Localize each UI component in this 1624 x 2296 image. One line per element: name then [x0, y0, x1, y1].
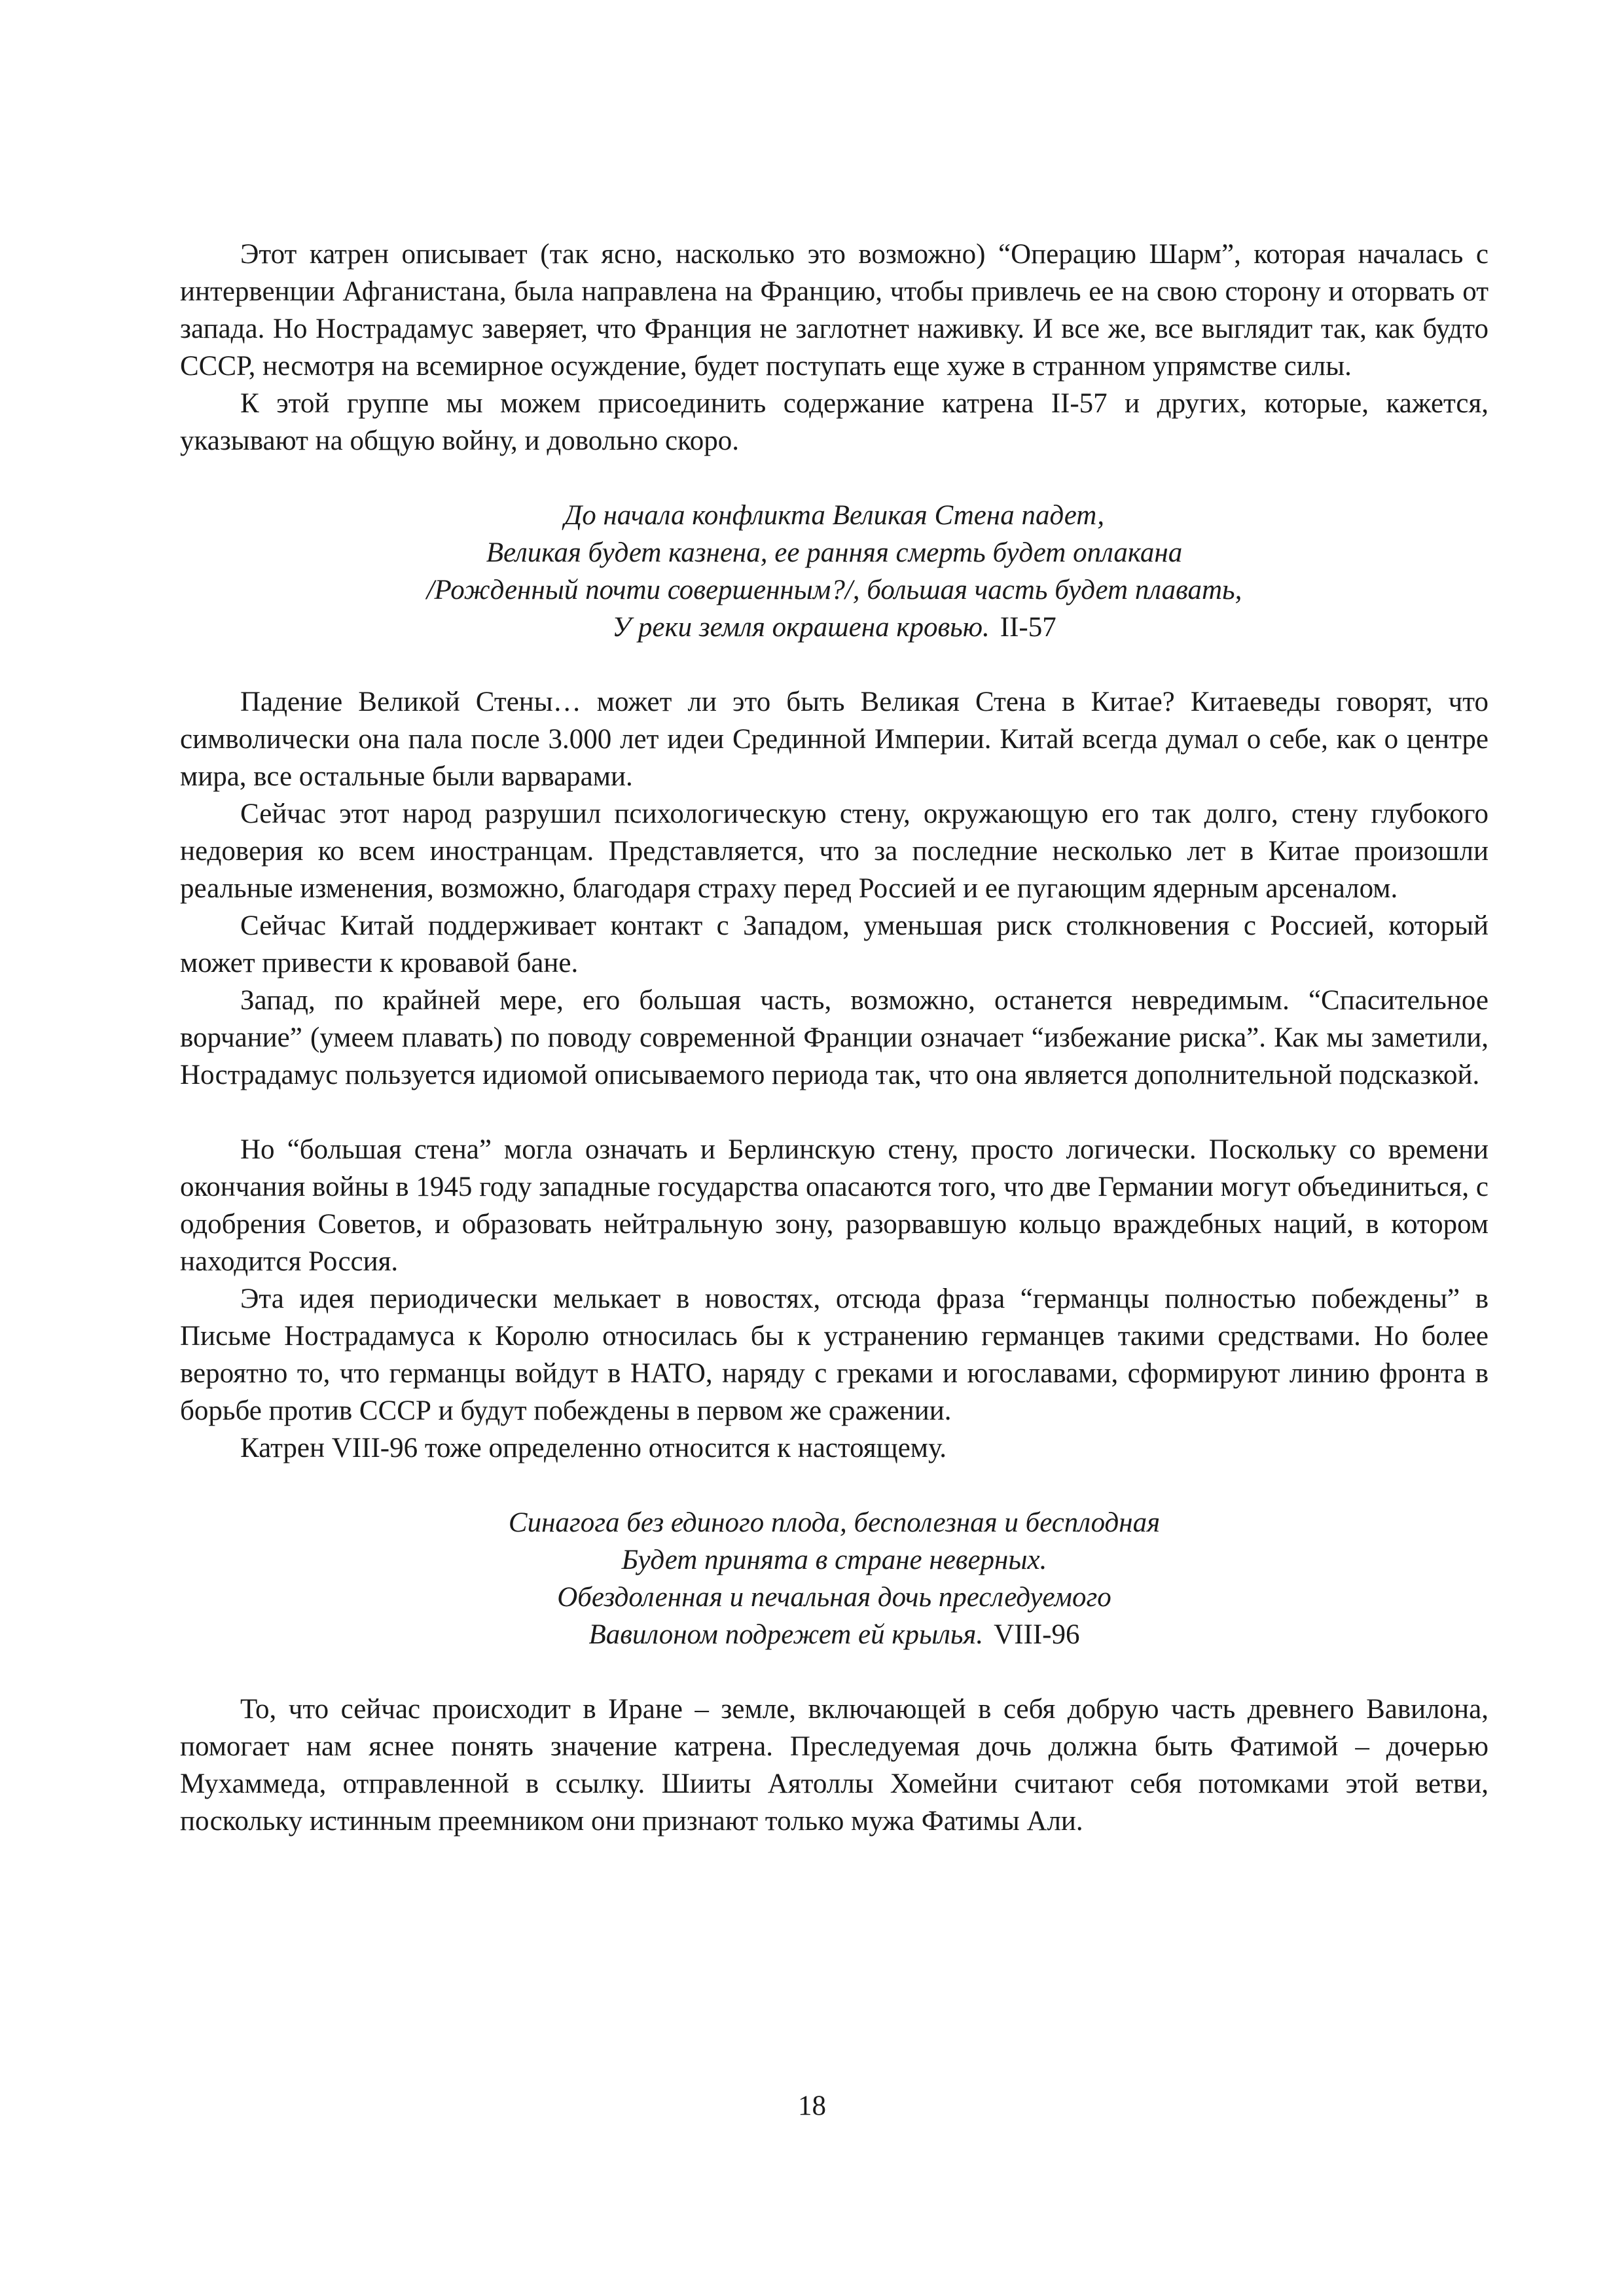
quatrain-viii-96 — [180, 1504, 1489, 1653]
quatrain-line: Обездоленная и печальная дочь преследуемого — [557, 1582, 1111, 1613]
paragraph-germans-defeated: Эта идея периодически мелькает в новостях, отсюда фраза “германцы полностью побеждены” в Письме Нострадамуса к Королю относилась бы к устранению германцев такими средствами. Но более вероятно то, что германцы войдут в НАТО, наряду с греками и югославами, сформируют линию фронта в борьбе против СССР и будут побеждены в первом же сражении. — [180, 1283, 1489, 1426]
paragraph-operation-charm: Этот катрен описывает (так ясно, насколько это возможно) “Операцию Шарм”, которая началась с интервенции Афганистана, была направлена на Францию, чтобы привлечь ее на свою сторону и оторвать от запада. Но Нострадамус заверяет, что Франция не заглотнет наживку. И все же, все выглядит так, как будто СССР, несмотря на всемирное осуждение, будет поступать еще хуже в странном упрямстве силы. — [180, 239, 1489, 382]
quatrain-line-text: У реки земля окрашена кровью. — [612, 612, 990, 643]
spacer — [180, 459, 1489, 497]
paragraph-berlin-wall: Но “большая стена” могла означать и Берлинскую стену, просто логически. Поскольку со времени окончания войны в 1945 году западные государства опасаются того, что две Германии могут объединиться, с одобрения Советов, и образовать нейтральную зону, разорвавшую кольцо враждебных наций, в котором находится Россия. — [180, 1134, 1489, 1277]
paragraph-west-unharmed: Запад, по крайней мере, его большая часть, возможно, останется невредимым. “Спасительное ворчание” (умеем плавать) по поводу современной Франции означает “избежание риска”. Как мы заметили, Нострадамус пользуется идиомой описываемого периода так, что она является дополнительной подсказкой. — [180, 985, 1489, 1090]
paragraph-psychological-wall: Сейчас этот народ разрушил психологическую стену, окружающую его так долго, стену глубокого недоверия ко всем иностранцам. Представляется, что за последние несколько лет в Китае произошли реальные изменения, возможно, благодаря страху перед Россией и ее пугающим ядерным арсеналом. — [180, 798, 1489, 904]
paragraph-iran-babylon: То, что сейчас происходит в Иране – земле, включающей в себя добрую часть древнего Вавилона, помогает нам яснее понять значение катрена. Преследуемая дочь должна быть Фатимой – дочерью Мухаммеда, отправленной в ссылку. Шииты Аятоллы Хомейни считают себя потомками этой ветви, поскольку истинным преемником они признают только мужа Фатимы Али. — [180, 1694, 1489, 1837]
quatrain-line: Будет принята в стране неверных. — [621, 1545, 1047, 1575]
quatrain-line: /Рожденный почти совершенным?/, большая часть будет плавать, — [426, 575, 1242, 605]
spacer — [180, 1094, 1489, 1131]
quatrain-line-last — [180, 609, 1489, 646]
quatrain-line: Великая будет казнена, ее ранняя смерть будет оплакана — [486, 537, 1183, 568]
page-number: 18 — [798, 2090, 826, 2121]
quatrain-reference: II-57 — [1000, 612, 1056, 643]
spacer — [180, 1467, 1489, 1504]
spacer — [180, 1653, 1489, 1691]
quatrain-line: До начала конфликта Великая Стена падет, — [564, 500, 1105, 531]
spacer — [180, 646, 1489, 683]
paragraph-quatrain-ii57-intro: К этой группе мы можем присоединить содержание катрена II-57 и других, которые, кажется, указывают на общую войну, и довольно скоро. — [180, 388, 1489, 456]
quatrain-line: Синагога без единого плода, бесполезная и бесплодная — [508, 1507, 1161, 1538]
paragraph-china-west-contact: Сейчас Китай поддерживает контакт с Западом, уменьшая риск столкновения с Россией, который может привести к кровавой бане. — [180, 910, 1489, 978]
quatrain-reference: VIII-96 — [994, 1619, 1080, 1650]
paragraph-quatrain-viii96-intro: Катрен VIII-96 тоже определенно относится к настоящему. — [240, 1433, 947, 1463]
quatrain-line-text: Вавилоном подрежет ей крылья. — [588, 1619, 984, 1650]
page-body — [180, 236, 1489, 1840]
paragraph-great-wall-china: Падение Великой Стены… может ли это быть Великая Стена в Китае? Китаеведы говорят, что символически она пала после 3.000 лет идеи Срединной Империи. Китай всегда думал о себе, как о центре мира, все остальные были варварами. — [180, 687, 1489, 792]
quatrain-line-last — [180, 1616, 1489, 1653]
quatrain-ii-57 — [180, 497, 1489, 646]
